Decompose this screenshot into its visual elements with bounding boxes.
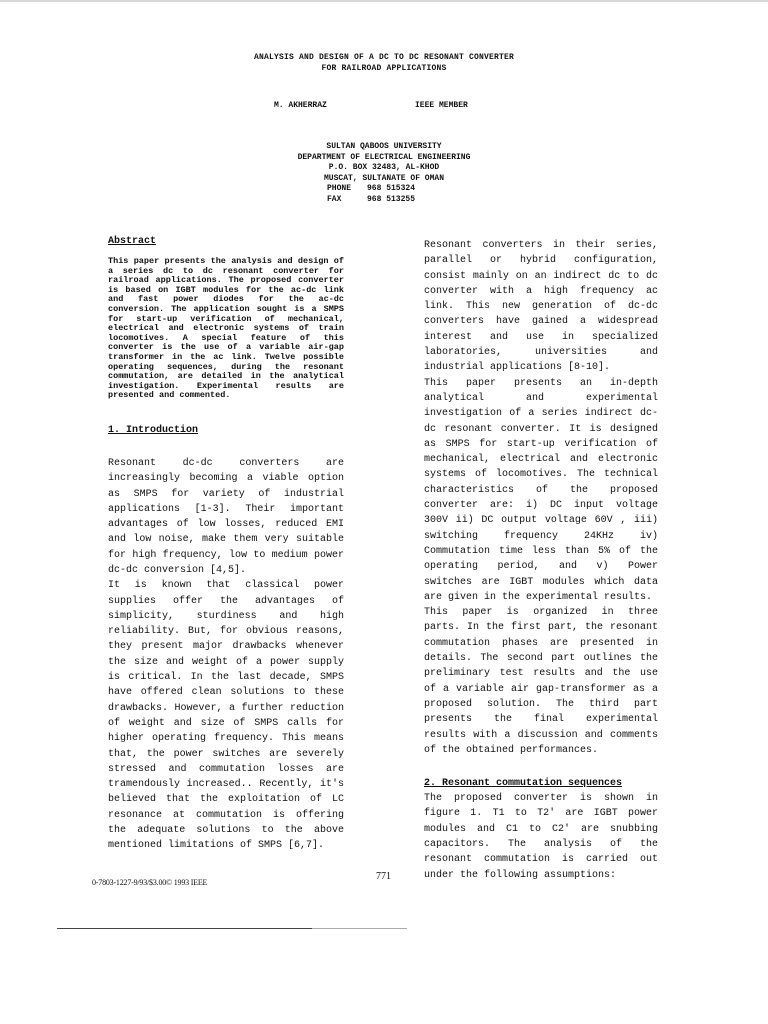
right-column	[424, 238, 658, 883]
section-2-body	[424, 791, 658, 883]
author-role: IEEE MEMBER	[415, 101, 468, 110]
right-body	[424, 238, 658, 758]
affiliation-university: SULTAN QABOOS UNIVERSITY	[326, 142, 442, 151]
intro-body	[108, 456, 344, 854]
footer-rule-faint	[312, 928, 407, 929]
copyright-notice: 0-7803-1227-9/93/$3.00© 1993 IEEE	[92, 878, 208, 887]
fax-number: 968 513255	[367, 194, 416, 204]
right-paragraph-2: This paper presents an in-depth analytical and experimental investigation of a series indirect dc-dc resonant converter. It is designed as SMPS for start-up verification of mechanical, electrical and electronic systems of locomotives. The technical characteristics of the proposed converter are: i) DC input voltage 300V ii) DC output voltage 60V , iii) switching frequency 24KHz iv) Commutation time less than 5% of the operating period, and v) Power switches are IGBT modules which data are given in the experimental results.	[424, 377, 658, 603]
title-line-2: FOR RAILROAD APPLICATIONS	[321, 64, 447, 73]
paper-title	[0, 52, 768, 74]
intro-heading: 1. Introduction	[108, 424, 199, 436]
right-paragraph-1: Resonant converters in their series, parallel or hybrid configuration, consist mainly on an indirect dc to dc converter with a high frequency ac link. This new generation of dc-dc converters have gained a widespread interest and use in specialized laboratories, universities and industrial applications [8-10].	[424, 240, 658, 374]
phone-label: PHONE	[327, 184, 352, 193]
footer-rule	[57, 928, 312, 929]
scan-edge-line	[0, 0, 768, 2]
section-2-paragraph: The proposed converter is shown in figure 1. T1 to T2' are IGBT power modules and C1 to C2' are snubbing capacitors. The analysis of the resonant commutation is carried out under the following assumptions:	[424, 793, 658, 881]
affiliation-phone	[0, 184, 768, 195]
left-column	[108, 236, 344, 854]
abstract-heading: Abstract	[108, 236, 157, 247]
phone-number: 968 515324	[367, 184, 416, 193]
intro-paragraph-1: Resonant dc-dc converters are increasingly becoming a viable option as SMPS for variety of industrial applications [1-3]. Their important advantages of low losses, reduced EMI and low noise, make them very suitable for high frequency, low to medium power dc-dc conversion [4,5].	[108, 457, 344, 576]
affiliation-fax	[0, 195, 768, 206]
fax-label: FAX	[327, 194, 342, 204]
section-2-heading: 2. Resonant commutation sequences	[424, 778, 623, 790]
right-paragraph-3: This paper is organized in three parts. In the first part, the resonant commutation phases are presented in details. The second part outlines the preliminary test results and the use of a variable air gap-transformer as a proposed solution. The third part presents the final experimental results with a discussion and comments of the obtained performances.	[424, 607, 658, 756]
affiliation-department: DEPARTMENT OF ELECTRICAL ENGINEERING	[297, 152, 471, 162]
abstract-text: This paper presents the analysis and design of a series dc to dc resonant converter for railroad applications. The proposed converter is based on IGBT modules for the ac-dc link and fast power diodes for the ac-dc conversion. The application sought is a SMPS for start-up verification of mechanical, electrical and electronic systems of train locomotives. A special feature of this converter is the use of a variable air-gap transformer in the ac link. Twelve possible operating sequences, during the resonant commutation, are detailed in the analytical investigation. Experimental results are presented and commented.	[108, 256, 344, 401]
page-number: 771	[376, 871, 391, 882]
affiliation-po-box: P.O. BOX 32483, AL-KHOD	[328, 163, 440, 172]
author-name: M. AKHERRAZ	[274, 101, 327, 110]
title-line-1: ANALYSIS AND DESIGN OF A DC TO DC RESONANT CONVERTER	[253, 53, 515, 62]
affiliation-block	[0, 142, 768, 205]
intro-paragraph-2: It is known that classical power supplies offer the advantages of simplicity, sturdiness and high reliability. But, for obvious reasons, they present major drawbacks whenever the size and weight of a power supply is critical. In the last decade, SMPS have offered clean solutions to these drawbacks. However, a further reduction of weight and size of SMPS calls for higher operating frequency. This means that, the power switches are severely stressed and commutation losses are tramendously increased.. Recently, it's believed that the exploitation of LC resonance at commutation is offering the adequate solutions to the above mentioned limitations of SMPS [6,7].	[108, 580, 344, 852]
affiliation-city: MUSCAT, SULTANATE OF OMAN	[323, 173, 445, 183]
